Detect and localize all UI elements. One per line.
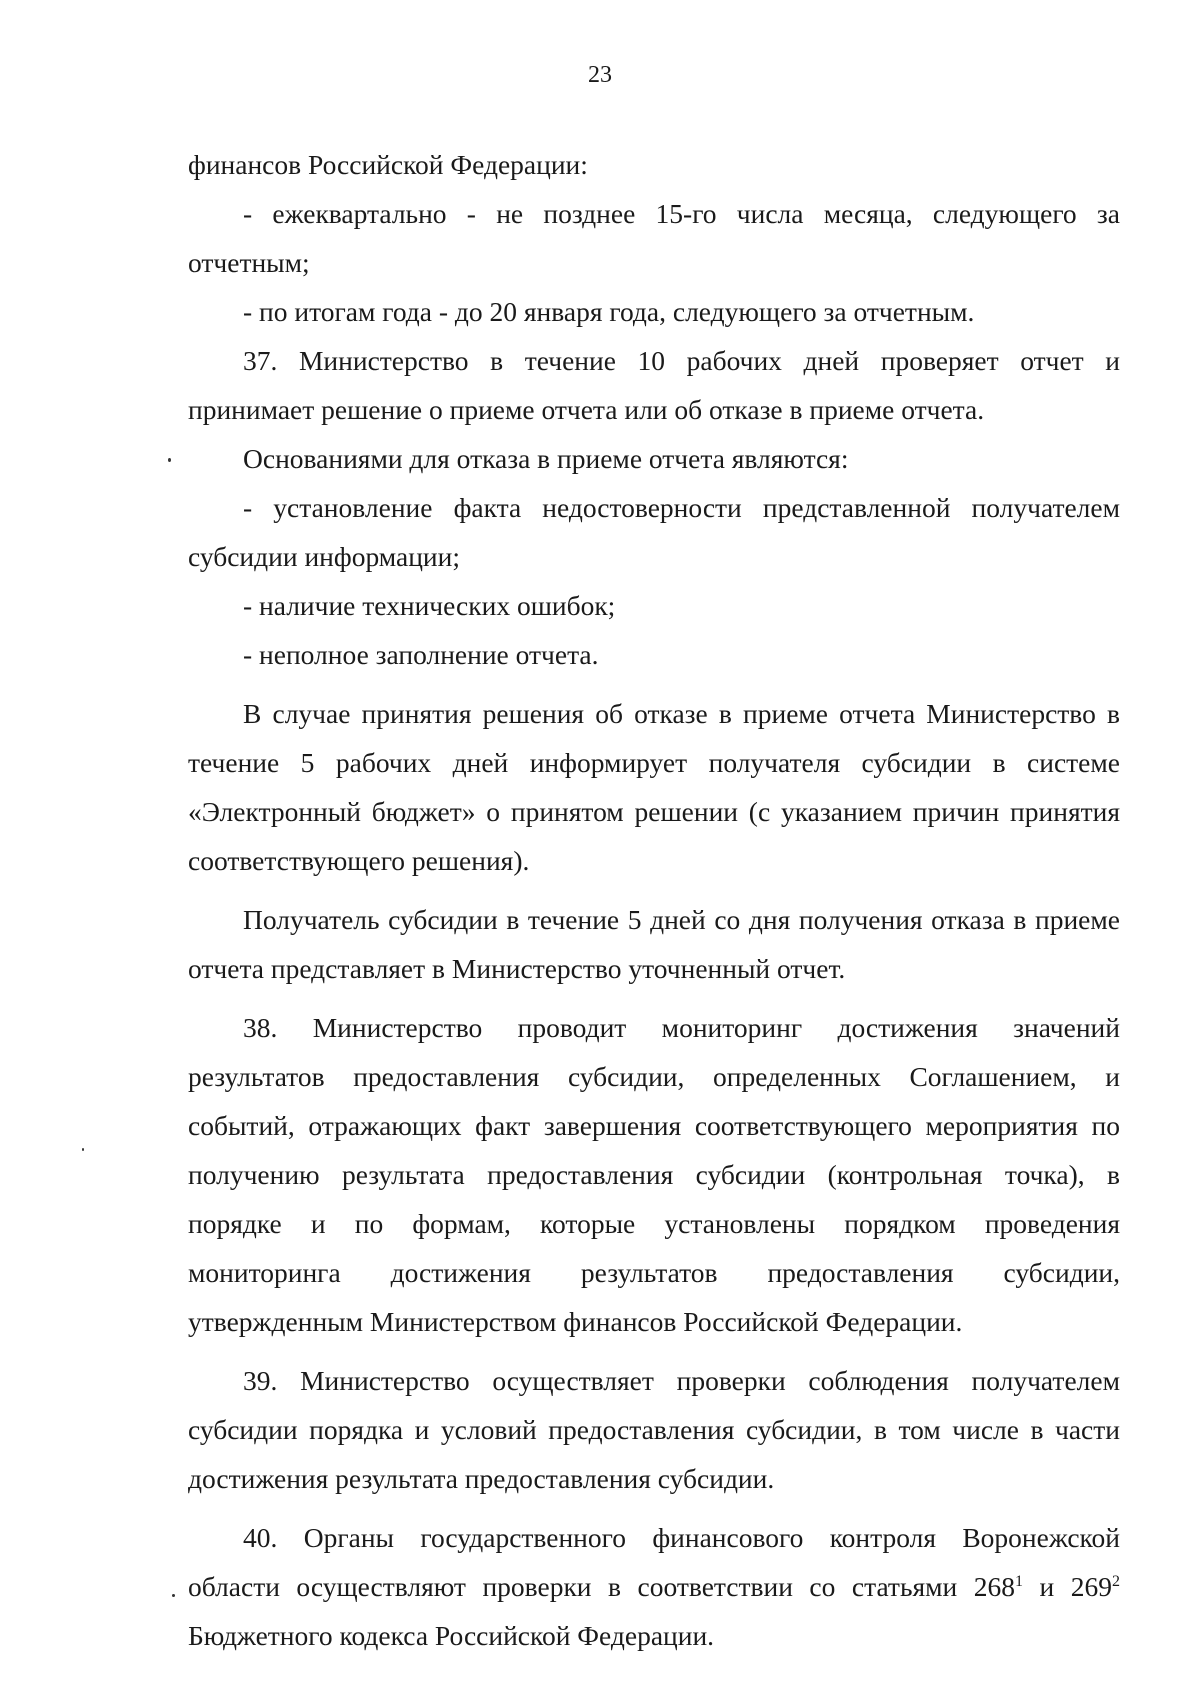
item-40-text-b: и 269 (1023, 1571, 1113, 1602)
superscript-2: 2 (1112, 1572, 1121, 1590)
paragraph-item-39: 39. Министерство осуществляет проверки соблюдения получателем субсидии порядка и условий предоставления субсидии, в том числе в части достижения результата предоставления субсидии. (188, 1365, 1120, 1494)
paragraph-ground-unreliable: - установление факта недостоверности представленной получателем субсидии информации; (188, 492, 1120, 572)
paragraph-annual: - по итогам года - до 20 января года, следующего за отчетным. (243, 296, 975, 327)
paragraph-refusal-notice: В случае принятия решения об отказе в приеме отчета Министерство в течение 5 рабочих дней информирует получателя субсидии в системе «Электронный бюджет» о принятом решении (с указанием причин принятия соответствующего решения). (188, 698, 1120, 876)
paragraph-item-40 (188, 1513, 1120, 1660)
item-40-text-c: Бюджетного кодекса Российской Федерации. (188, 1620, 715, 1651)
paragraph-ground-incomplete: - неполное заполнение отчета. (243, 639, 599, 670)
scan-speck (172, 1594, 175, 1597)
paragraph-corrected-report: Получатель субсидии в течение 5 дней со дня получения отказа в приеме отчета представляет в Министерство уточненный отчет. (188, 904, 1120, 984)
paragraph-item-37: 37. Министерство в течение 10 рабочих дней проверяет отчет и принимает решение о приеме отчета или об отказе в приеме отчета. (188, 345, 1120, 425)
paragraph-quarterly: - ежеквартально - не позднее 15-го числа месяца, следующего за отчетным; (188, 198, 1120, 278)
document-body (188, 140, 1120, 1660)
paragraph-item-38: 38. Министерство проводит мониторинг достижения значений результатов предоставления субсидии, определенных Соглашением, и событий, отражающих факт завершения соответствующего мероприятия по получению результата предоставления субсидии (контрольная точка), в порядке и по формам, которые установлены порядком проведения мониторинга достижения результатов предоставления субсидии, утвержденным Министерством финансов Российской Федерации. (188, 1012, 1120, 1337)
scan-speck (168, 458, 171, 462)
scan-speck (82, 1148, 84, 1151)
superscript-1: 1 (1015, 1572, 1024, 1590)
paragraph-continuation: финансов Российской Федерации: (188, 149, 588, 180)
item-40-text-a: 40. Органы государственного финансового контроля Воронежской области осуществляют проверки в соответствии со статьями 268 (188, 1522, 1120, 1602)
paragraph-refusal-grounds: Основаниями для отказа в приеме отчета являются: (243, 443, 849, 474)
paragraph-ground-errors: - наличие технических ошибок; (243, 590, 616, 621)
page-number: 23 (588, 62, 612, 88)
